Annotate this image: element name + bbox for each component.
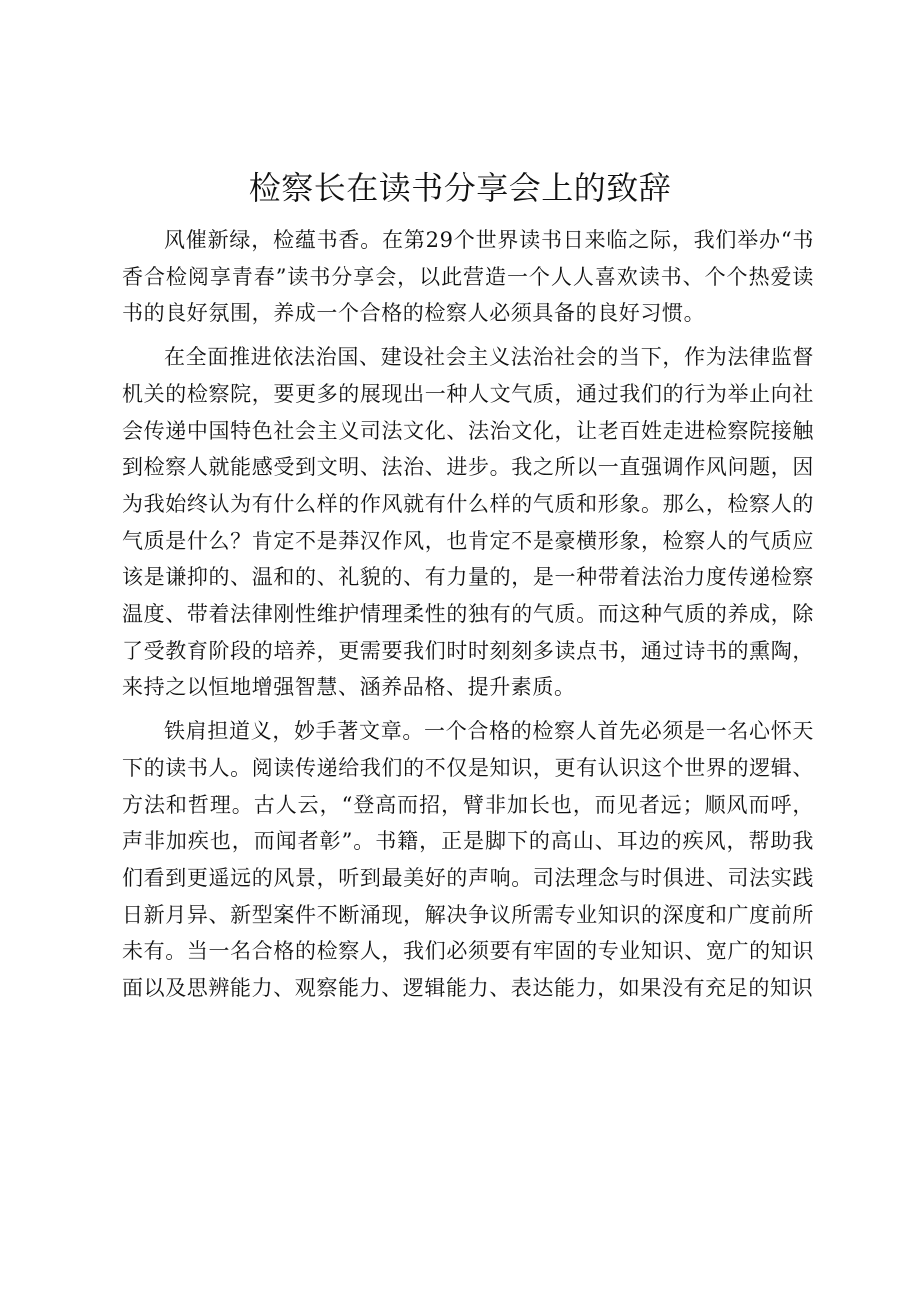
document-body [122, 222, 814, 1007]
paragraph-1: 风催新绿，检蕴书香。在第29个世界读书日来临之际，我们举办“书香合检阅享青春”读书分享会，以此营造一个人人喜欢读书、个个热爱读书的良好氛围，养成一个合格的检察人必须具备的良好习惯。 [122, 228, 814, 326]
document-title: 检察长在读书分享会上的致辞 [248, 169, 672, 207]
paragraph-3: 铁肩担道义，妙手著文章。一个合格的检察人首先必须是一名心怀天下的读书人。阅读传递给我们的不仅是知识，更有认识这个世界的逻辑、方法和哲理。古人云，“登高而招，臂非加长也，而见者远；顺风而呼，声非加疾也，而闻者彰”。书籍，正是脚下的高山、耳边的疾风，帮助我们看到更遥远的风景，听到最美好的声响。司法理念与时俱进、司法实践日新月异、新型案件不断涌现，解决争议所需专业知识的深度和广度前所未有。当一名合格的检察人，我们必须要有牢固的专业知识、宽广的知识面以及思辨能力、观察能力、逻辑能力、表达能力，如果没有充足的知识 [122, 719, 814, 1001]
paragraph-2: 在全面推进依法治国、建设社会主义法治社会的当下，作为法律监督机关的检察院，要更多的展现出一种人文气质，通过我们的行为举止向社会传递中国特色社会主义司法文化、法治文化，让老百姓走进检察院接触到检察人就能感受到文明、法治、进步。我之所以一直强调作风问题，因为我始终认为有什么样的作风就有什么样的气质和形象。那么，检察人的气质是什么？肯定不是莽汉作风，也肯定不是豪横形象，检察人的气质应该是谦抑的、温和的、礼貌的、有力量的，是一种带着法治力度传递检察温度、带着法律刚性维护情理柔性的独有的气质。而这种气质的养成，除了受教育阶段的培养，更需要我们时时刻刻多读点书，通过诗书的熏陶，来持之以恒地增强智慧、涵养品格、提升素质。 [122, 345, 814, 700]
